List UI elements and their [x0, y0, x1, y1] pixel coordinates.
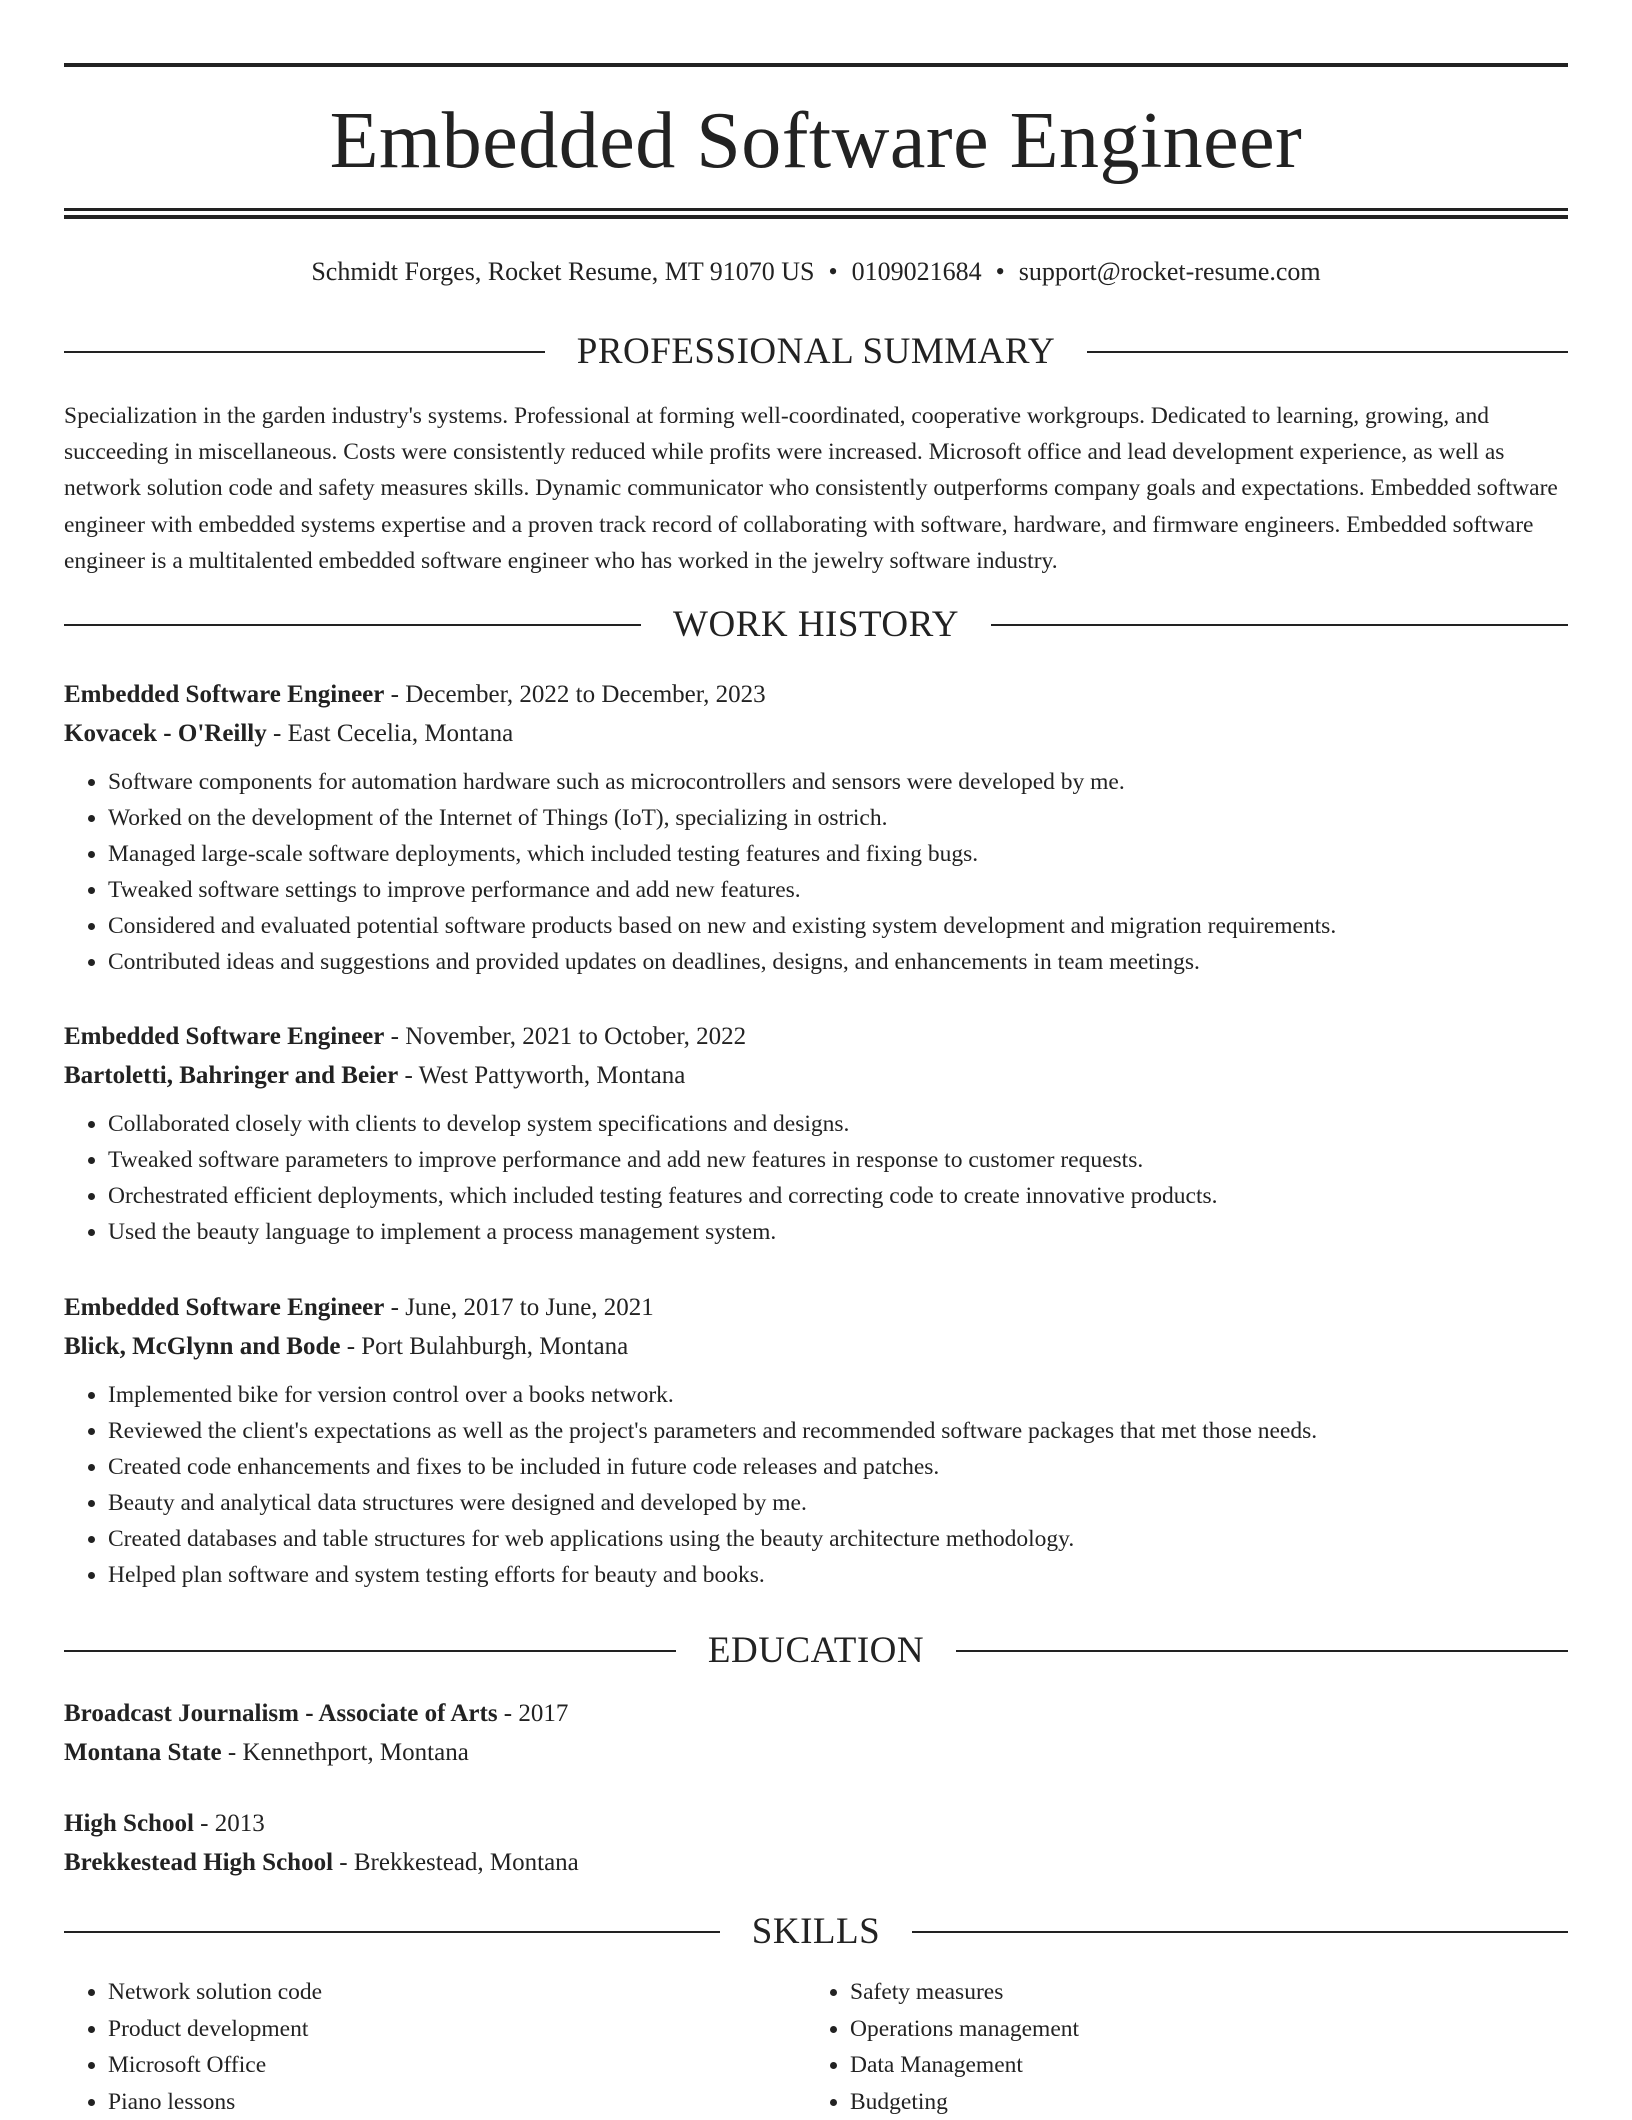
skills-column-right	[806, 1974, 1548, 2120]
job-title-line	[64, 1288, 1568, 1327]
job-company: Kovacek - O'Reilly	[64, 720, 267, 747]
education-degree: High School	[64, 1810, 194, 1837]
contact-address: Schmidt Forges, Rocket Resume, MT 91070 US	[311, 257, 814, 286]
heading-rule	[912, 1931, 1568, 1933]
education-degree: Broadcast Journalism - Associate of Arts	[64, 1700, 498, 1727]
heading-rule	[1087, 351, 1568, 353]
summary-text: Specialization in the garden industry's systems. Professional at forming well-coordinated, cooperative workgroups. Dedicated to learning, growing, and succeeding in miscellaneous. Costs were consistently reduced while profits were increased. Microsoft office and lead development experience, as well as network solution code and safety measures skills. Dynamic communicator who consistently outperforms company goals and expectations. Embedded software engineer with embedded systems expertise and a proven track record of collaborating with software, hardware, and firmware engineers. Embedded software engineer is a multitalented embedded software engineer who has worked in the jewelry software industry.	[64, 398, 1568, 579]
skill-item: • Network solution code	[108, 1974, 806, 2011]
job-bullet: • Reviewed the client's expectations as well as the project's parameters and recommended software packages that met those needs.	[108, 1413, 1568, 1449]
contact-phone: 0109021684	[852, 257, 982, 286]
education-location: - Kennethport, Montana	[222, 1739, 469, 1766]
resume-title: Embedded Software Engineer	[64, 86, 1568, 196]
job-role: Embedded Software Engineer	[64, 1023, 384, 1050]
heading-rule	[64, 1931, 720, 1933]
heading-rule	[64, 624, 641, 626]
job-role: Embedded Software Engineer	[64, 1294, 384, 1321]
education-entry	[64, 1804, 1568, 1882]
job-company: Blick, McGlynn and Bode	[64, 1333, 340, 1360]
job-bullets	[64, 764, 1568, 980]
section-heading-education	[64, 1631, 1568, 1671]
job-company: Bartoletti, Bahringer and Beier	[64, 1062, 398, 1089]
job-bullet: • Created databases and table structures for web applications using the beauty architecture methodology.	[108, 1521, 1568, 1557]
job-title-line	[64, 675, 1568, 714]
contact-separator: •	[815, 257, 852, 286]
job-company-line	[64, 714, 1568, 753]
header-top-rule	[64, 63, 1568, 67]
heading-rule	[64, 1650, 676, 1652]
heading-rule	[64, 351, 545, 353]
job-bullet: • Worked on the development of the Internet of Things (IoT), specializing in ostrich.	[108, 800, 1568, 836]
education-year: - 2017	[498, 1700, 569, 1727]
job-bullet: • Orchestrated efficient deployments, which included testing features and correcting code to create innovative products.	[108, 1178, 1568, 1214]
job-bullet: • Created code enhancements and fixes to be included in future code releases and patches.	[108, 1449, 1568, 1485]
job-bullet: • Collaborated closely with clients to develop system specifications and designs.	[108, 1106, 1568, 1142]
skill-item: • Product development	[108, 2011, 806, 2048]
skill-item: • Piano lessons	[108, 2084, 806, 2120]
job-company-line	[64, 1056, 1568, 1095]
job-bullet: • Contributed ideas and suggestions and provided updates on deadlines, designs, and enhancements in team meetings.	[108, 944, 1568, 980]
education-location: - Brekkestead, Montana	[333, 1849, 579, 1876]
job-entry	[64, 1017, 1568, 1250]
contact-separator: •	[982, 257, 1019, 286]
section-heading-work-history	[64, 605, 1568, 645]
section-title-skills: SKILLS	[720, 1912, 912, 1952]
job-location: - East Cecelia, Montana	[267, 720, 513, 747]
education-school-line	[64, 1733, 1568, 1772]
section-title-education: EDUCATION	[676, 1631, 956, 1671]
skill-item: • Microsoft Office	[108, 2047, 806, 2084]
section-title-summary: PROFESSIONAL SUMMARY	[545, 332, 1087, 372]
heading-rule	[991, 624, 1568, 626]
job-bullets	[64, 1106, 1568, 1250]
job-location: - Port Bulahburgh, Montana	[340, 1333, 628, 1360]
job-role: Embedded Software Engineer	[64, 681, 384, 708]
section-heading-skills	[64, 1912, 1568, 1952]
skills-list	[64, 1974, 1568, 2120]
section-title-work-history: WORK HISTORY	[641, 605, 991, 645]
job-bullets	[64, 1377, 1568, 1593]
job-bullet: • Software components for automation hardware such as microcontrollers and sensors were developed by me.	[108, 764, 1568, 800]
job-bullet: • Implemented bike for version control over a books network.	[108, 1377, 1568, 1413]
skill-item: • Data Management	[850, 2047, 1548, 2084]
heading-rule	[956, 1650, 1568, 1652]
education-school: Brekkestead High School	[64, 1849, 333, 1876]
skill-item: • Budgeting	[850, 2084, 1548, 2120]
education-entry	[64, 1694, 1568, 1772]
section-heading-summary	[64, 332, 1568, 372]
job-company-line	[64, 1327, 1568, 1366]
job-bullet: • Considered and evaluated potential software products based on new and existing system development and migration requirements.	[108, 908, 1568, 944]
education-year: - 2013	[194, 1810, 265, 1837]
job-dates: - December, 2022 to December, 2023	[384, 681, 765, 708]
skills-column-left	[64, 1974, 806, 2120]
education-degree-line	[64, 1804, 1568, 1843]
job-bullet: • Tweaked software parameters to improve performance and add new features in response to customer requests.	[108, 1142, 1568, 1178]
header-double-rule	[64, 208, 1568, 219]
job-location: - West Pattyworth, Montana	[398, 1062, 685, 1089]
job-bullet: • Helped plan software and system testing efforts for beauty and books.	[108, 1557, 1568, 1593]
skill-item: • Safety measures	[850, 1974, 1548, 2011]
contact-email: support@rocket-resume.com	[1019, 257, 1321, 286]
job-dates: - June, 2017 to June, 2021	[384, 1294, 653, 1321]
job-bullet: • Managed large-scale software deployments, which included testing features and fixing bugs.	[108, 836, 1568, 872]
job-bullet: • Tweaked software settings to improve performance and add new features.	[108, 872, 1568, 908]
job-bullet: • Beauty and analytical data structures were designed and developed by me.	[108, 1485, 1568, 1521]
job-entry	[64, 1288, 1568, 1593]
education-school: Montana State	[64, 1739, 222, 1766]
job-bullet: • Used the beauty language to implement a process management system.	[108, 1214, 1568, 1250]
education-degree-line	[64, 1694, 1568, 1733]
job-entry	[64, 675, 1568, 980]
education-school-line	[64, 1843, 1568, 1882]
skill-item: • Operations management	[850, 2011, 1548, 2048]
job-title-line	[64, 1017, 1568, 1056]
contact-line	[64, 252, 1568, 292]
job-dates: - November, 2021 to October, 2022	[384, 1023, 746, 1050]
